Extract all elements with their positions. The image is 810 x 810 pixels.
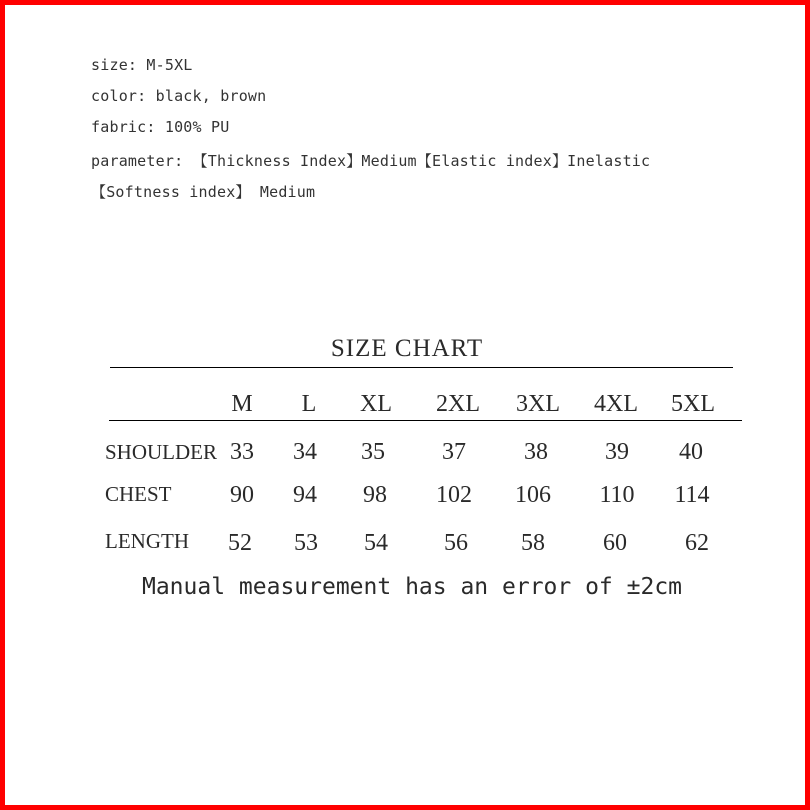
table-cell: 102 — [436, 482, 472, 508]
fabric-spec: fabric: 100% PU — [91, 118, 230, 136]
table-cell: 90 — [230, 482, 254, 508]
size-header-2xl: 2XL — [436, 391, 480, 417]
table-cell: 106 — [515, 482, 551, 508]
table-cell: 53 — [294, 530, 318, 556]
table-cell: 40 — [679, 439, 703, 465]
size-header-5xl: 5XL — [671, 391, 715, 417]
table-cell: 60 — [603, 530, 627, 556]
size-header-4xl: 4XL — [594, 391, 638, 417]
table-cell: 110 — [599, 482, 635, 508]
table-cell: 38 — [524, 439, 548, 465]
size-chart-title: SIZE CHART — [330, 335, 484, 362]
size-header-xl: XL — [360, 391, 392, 417]
size-spec: size: M-5XL — [91, 56, 193, 74]
title-underline — [110, 367, 733, 368]
table-cell: 98 — [363, 482, 387, 508]
table-cell: 34 — [293, 439, 317, 465]
size-header-m: M — [231, 391, 253, 417]
size-header-3xl: 3XL — [516, 391, 560, 417]
size-header-l: L — [301, 391, 317, 417]
table-cell: 114 — [674, 482, 710, 508]
table-cell: 54 — [364, 530, 388, 556]
table-cell: 35 — [361, 439, 385, 465]
table-cell: 33 — [230, 439, 254, 465]
table-cell: 39 — [605, 439, 629, 465]
table-cell: 94 — [293, 482, 317, 508]
row-label-chest: CHEST — [105, 482, 172, 506]
table-cell: 62 — [685, 530, 709, 556]
header-divider — [109, 420, 742, 421]
table-cell: 37 — [442, 439, 466, 465]
table-cell: 58 — [521, 530, 545, 556]
parameter-spec: parameter: 【Thickness Index】Medium【Elastic index】Inelastic — [91, 152, 651, 170]
table-cell: 52 — [228, 530, 252, 556]
color-spec: color: black, brown — [91, 87, 267, 105]
softness-spec: 【Softness index】 Medium — [91, 183, 316, 201]
row-label-shoulder: SHOULDER — [105, 440, 218, 464]
measurement-note: Manual measurement has an error of ±2cm — [141, 574, 683, 600]
row-label-length: LENGTH — [105, 529, 189, 553]
table-cell: 56 — [444, 530, 468, 556]
